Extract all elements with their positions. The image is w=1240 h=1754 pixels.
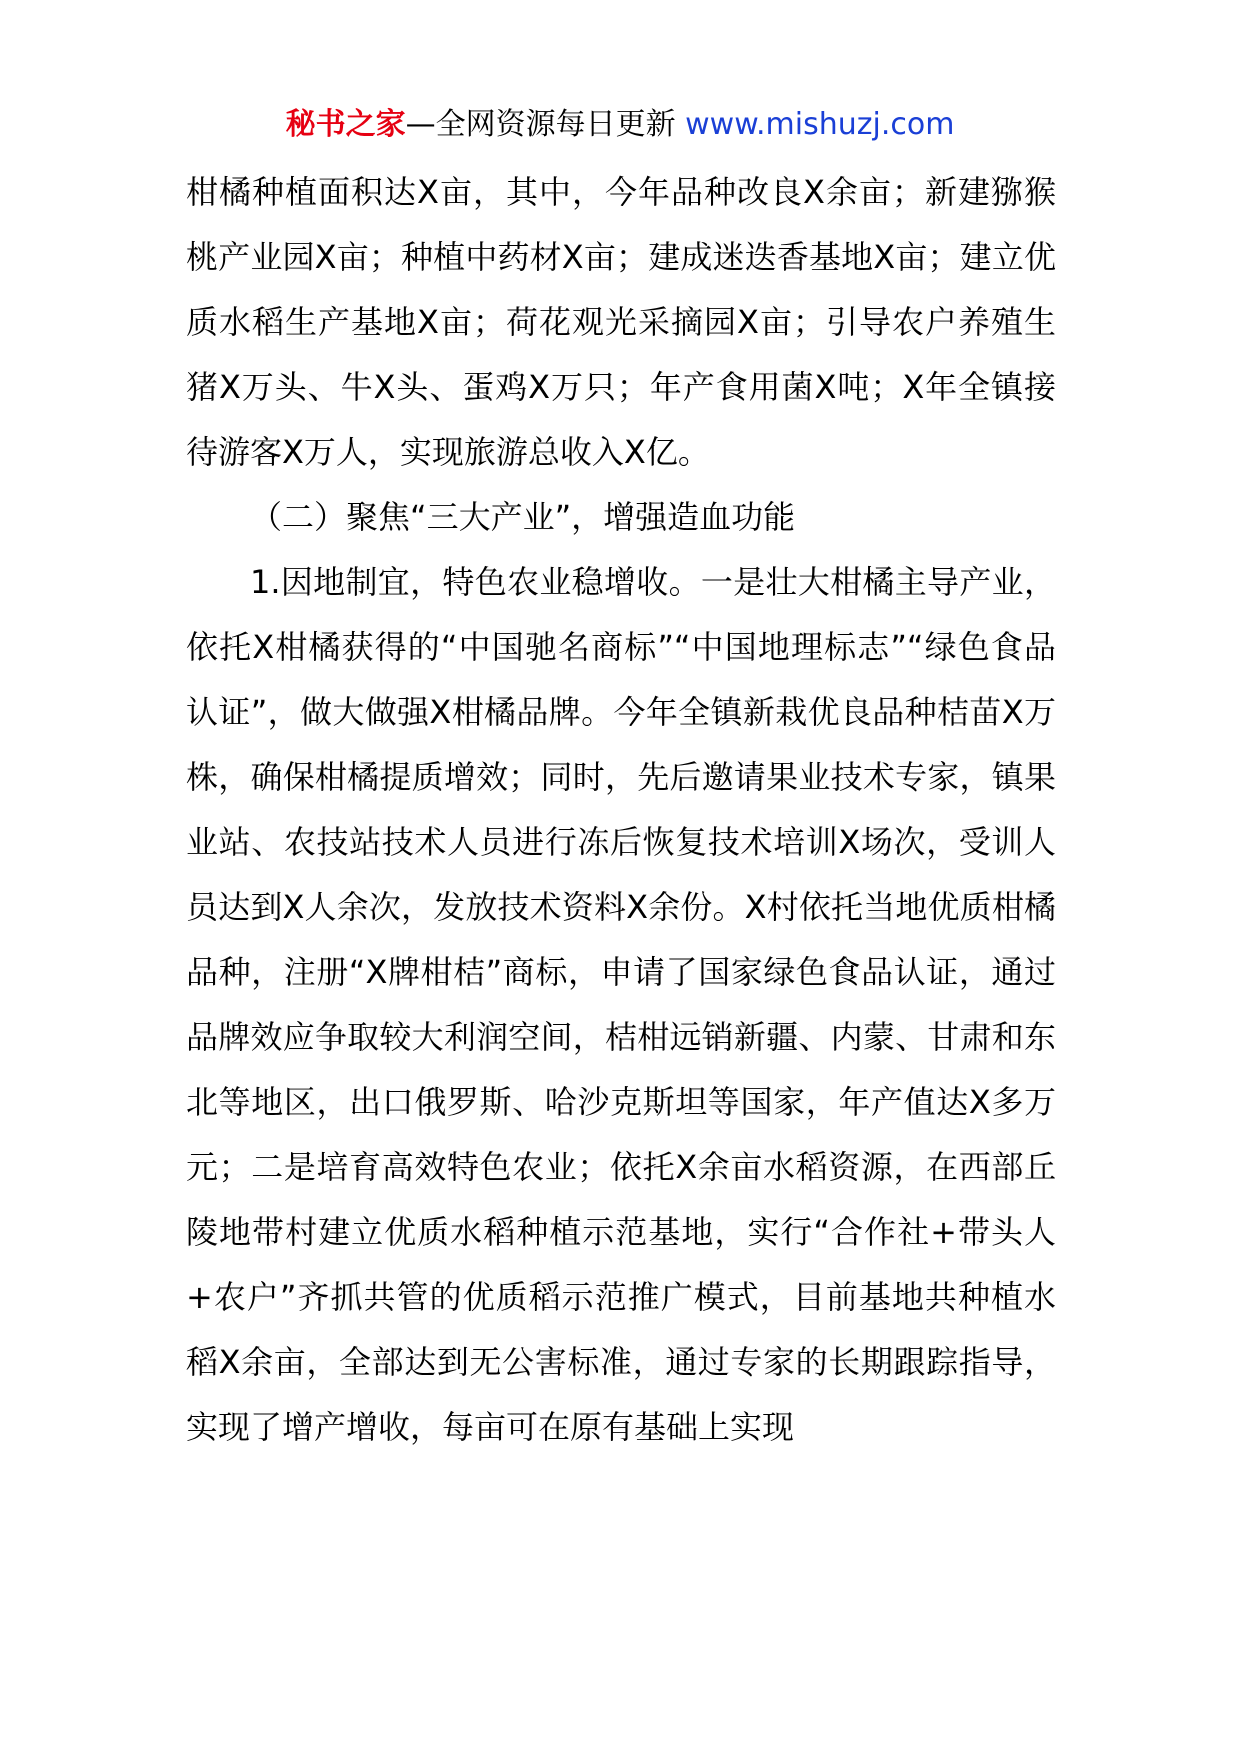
brand-name: 秘书之家	[285, 107, 406, 142]
header-tagline: —全网资源每日更新	[405, 107, 676, 142]
section-heading-2: （二）聚焦“三大产业”，增强造血功能	[250, 498, 796, 536]
document-body	[186, 160, 1056, 1460]
page-header	[0, 100, 1240, 150]
paragraph-1: 柑橘种植面积达X亩，其中，今年品种改良X余亩；新建猕猴桃产业园X亩；种植中药材X亩；建成迷迭香基地X亩；建立优质水稻生产基地X亩；荷花观光采摘园X亩；引导农户养殖生猪X万头、牛X头、蛋鸡X万只；年产食用菌X吨；X年全镇接待游客X万人，实现旅游总收入X亿。	[186, 173, 1056, 471]
paragraph-2: 1.因地制宜，特色农业稳增收。一是壮大柑橘主导产业，依托X柑橘获得的“中国驰名商标”“中国地理标志”“绿色食品认证”，做大做强X柑橘品牌。今年全镇新栽优良品种桔苗X万株，确保柑橘提质增效；同时，先后邀请果业技术专家，镇果业站、农技站技术人员进行冻后恢复技术培训X场次，受训人员达到X人余次，发放技术资料X余份。X村依托当地优质柑橘品种，注册“X牌柑桔”商标，申请了国家绿色食品认证，通过品牌效应争取较大利润空间，桔柑远销新疆、内蒙、甘肃和东北等地区，出口俄罗斯、哈沙克斯坦等国家，年产值达X多万元；二是培育高效特色农业；依托X余亩水稻资源，在西部丘陵地带村建立优质水稻种植示范基地，实行“合作社+带头人+农户”齐抓共管的优质稻示范推广模式，目前基地共种植水稻X余亩，全部达到无公害标准，通过专家的长期跟踪指导，实现了增产增收，每亩可在原有基础上实现	[186, 563, 1056, 1446]
website-link[interactable]: www.mishuzj.com	[685, 107, 955, 142]
